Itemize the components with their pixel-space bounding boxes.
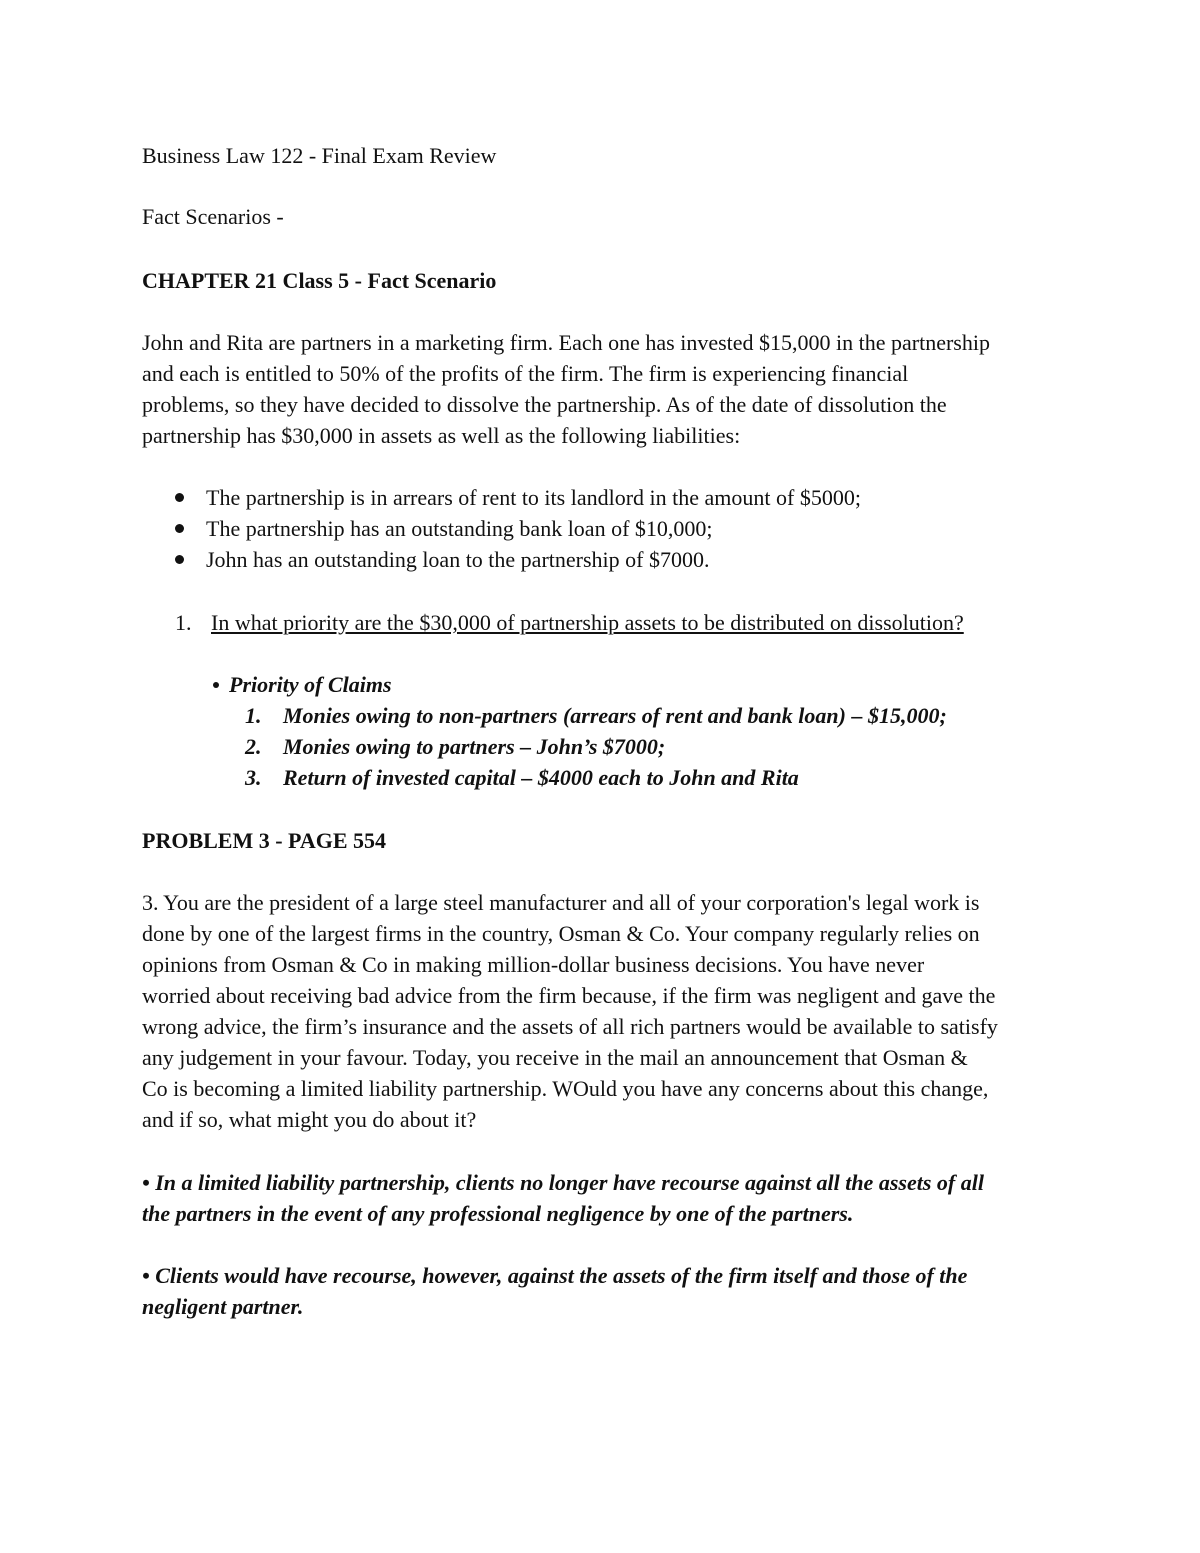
paragraph-line: any judgement in your favour. Today, you receive in the mail an announcement that Osman & — [142, 1045, 968, 1070]
bullet-icon — [175, 555, 184, 564]
priority-text: Return of invested capital – $4000 each to John and Rita — [283, 765, 799, 790]
priority-number: 3. — [245, 765, 262, 790]
paragraph-line: opinions from Osman & Co in making million-dollar business decisions. You have never — [142, 952, 925, 977]
question-1 — [175, 607, 964, 638]
answer-line: negligent partner. — [142, 1294, 304, 1319]
paragraph-line: Co is becoming a limited liability partnership. WOuld you have any concerns about this change, — [142, 1076, 989, 1101]
priority-text: Monies owing to non-partners (arrears of rent and bank loan) – $15,000; — [283, 703, 947, 728]
priority-number: 2. — [245, 734, 262, 759]
paragraph-line: worried about receiving bad advice from the firm because, if the firm was negligent and gave the — [142, 983, 996, 1008]
problem-3-heading: PROBLEM 3 - PAGE 554 — [142, 828, 387, 853]
bullet-icon — [175, 524, 184, 533]
chapter-21-paragraph — [142, 327, 1062, 451]
priority-item — [245, 731, 665, 762]
problem-3-answer — [142, 1167, 1062, 1229]
paragraph-line: and each is entitled to 50% of the profits of the firm. The firm is experiencing financial — [142, 361, 909, 386]
paragraph-line: John and Rita are partners in a marketing firm. Each one has invested $15,000 in the partnership — [142, 330, 990, 355]
answer-line: • In a limited liability partnership, clients no longer have recourse against all the assets of all — [142, 1170, 984, 1195]
chapter-21-heading: CHAPTER 21 Class 5 - Fact Scenario — [142, 268, 497, 293]
bullet-icon — [213, 682, 219, 688]
answer-line: the partners in the event of any professional negligence by one of the partners. — [142, 1201, 854, 1226]
liability-item — [175, 544, 709, 575]
paragraph-line: wrong advice, the firm’s insurance and the assets of all rich partners would be available to satisfy — [142, 1014, 998, 1039]
priority-item — [245, 762, 799, 793]
question-number: 1. — [175, 610, 192, 635]
liability-item — [175, 513, 713, 544]
answer-heading — [213, 669, 392, 700]
answer-heading-text: Priority of Claims — [229, 672, 392, 697]
document-title: Business Law 122 - Final Exam Review — [142, 143, 497, 168]
paragraph-line: 3. You are the president of a large steel manufacturer and all of your corporation's legal work is — [142, 890, 980, 915]
liability-text: The partnership is in arrears of rent to its landlord in the amount of $5000; — [206, 485, 861, 510]
bullet-icon — [175, 493, 184, 502]
question-text: In what priority are the $30,000 of partnership assets to be distributed on dissolution? — [211, 610, 964, 635]
liability-text: The partnership has an outstanding bank loan of $10,000; — [206, 516, 713, 541]
paragraph-line: problems, so they have decided to dissolve the partnership. As of the date of dissolution the — [142, 392, 947, 417]
problem-3-paragraph — [142, 887, 1062, 1135]
paragraph-line: done by one of the largest firms in the country, Osman & Co. Your company regularly relies on — [142, 921, 980, 946]
priority-text: Monies owing to partners – John’s $7000; — [283, 734, 666, 759]
priority-number: 1. — [245, 703, 262, 728]
problem-3-answer — [142, 1260, 1062, 1322]
document-subtitle: Fact Scenarios - — [142, 204, 284, 229]
paragraph-line: partnership has $30,000 in assets as well as the following liabilities: — [142, 423, 741, 448]
paragraph-line: and if so, what might you do about it? — [142, 1107, 477, 1132]
answer-line: • Clients would have recourse, however, against the assets of the firm itself and those of the — [142, 1263, 968, 1288]
liability-item — [175, 482, 861, 513]
liability-text: John has an outstanding loan to the partnership of $7000. — [206, 547, 710, 572]
priority-item — [245, 700, 947, 731]
